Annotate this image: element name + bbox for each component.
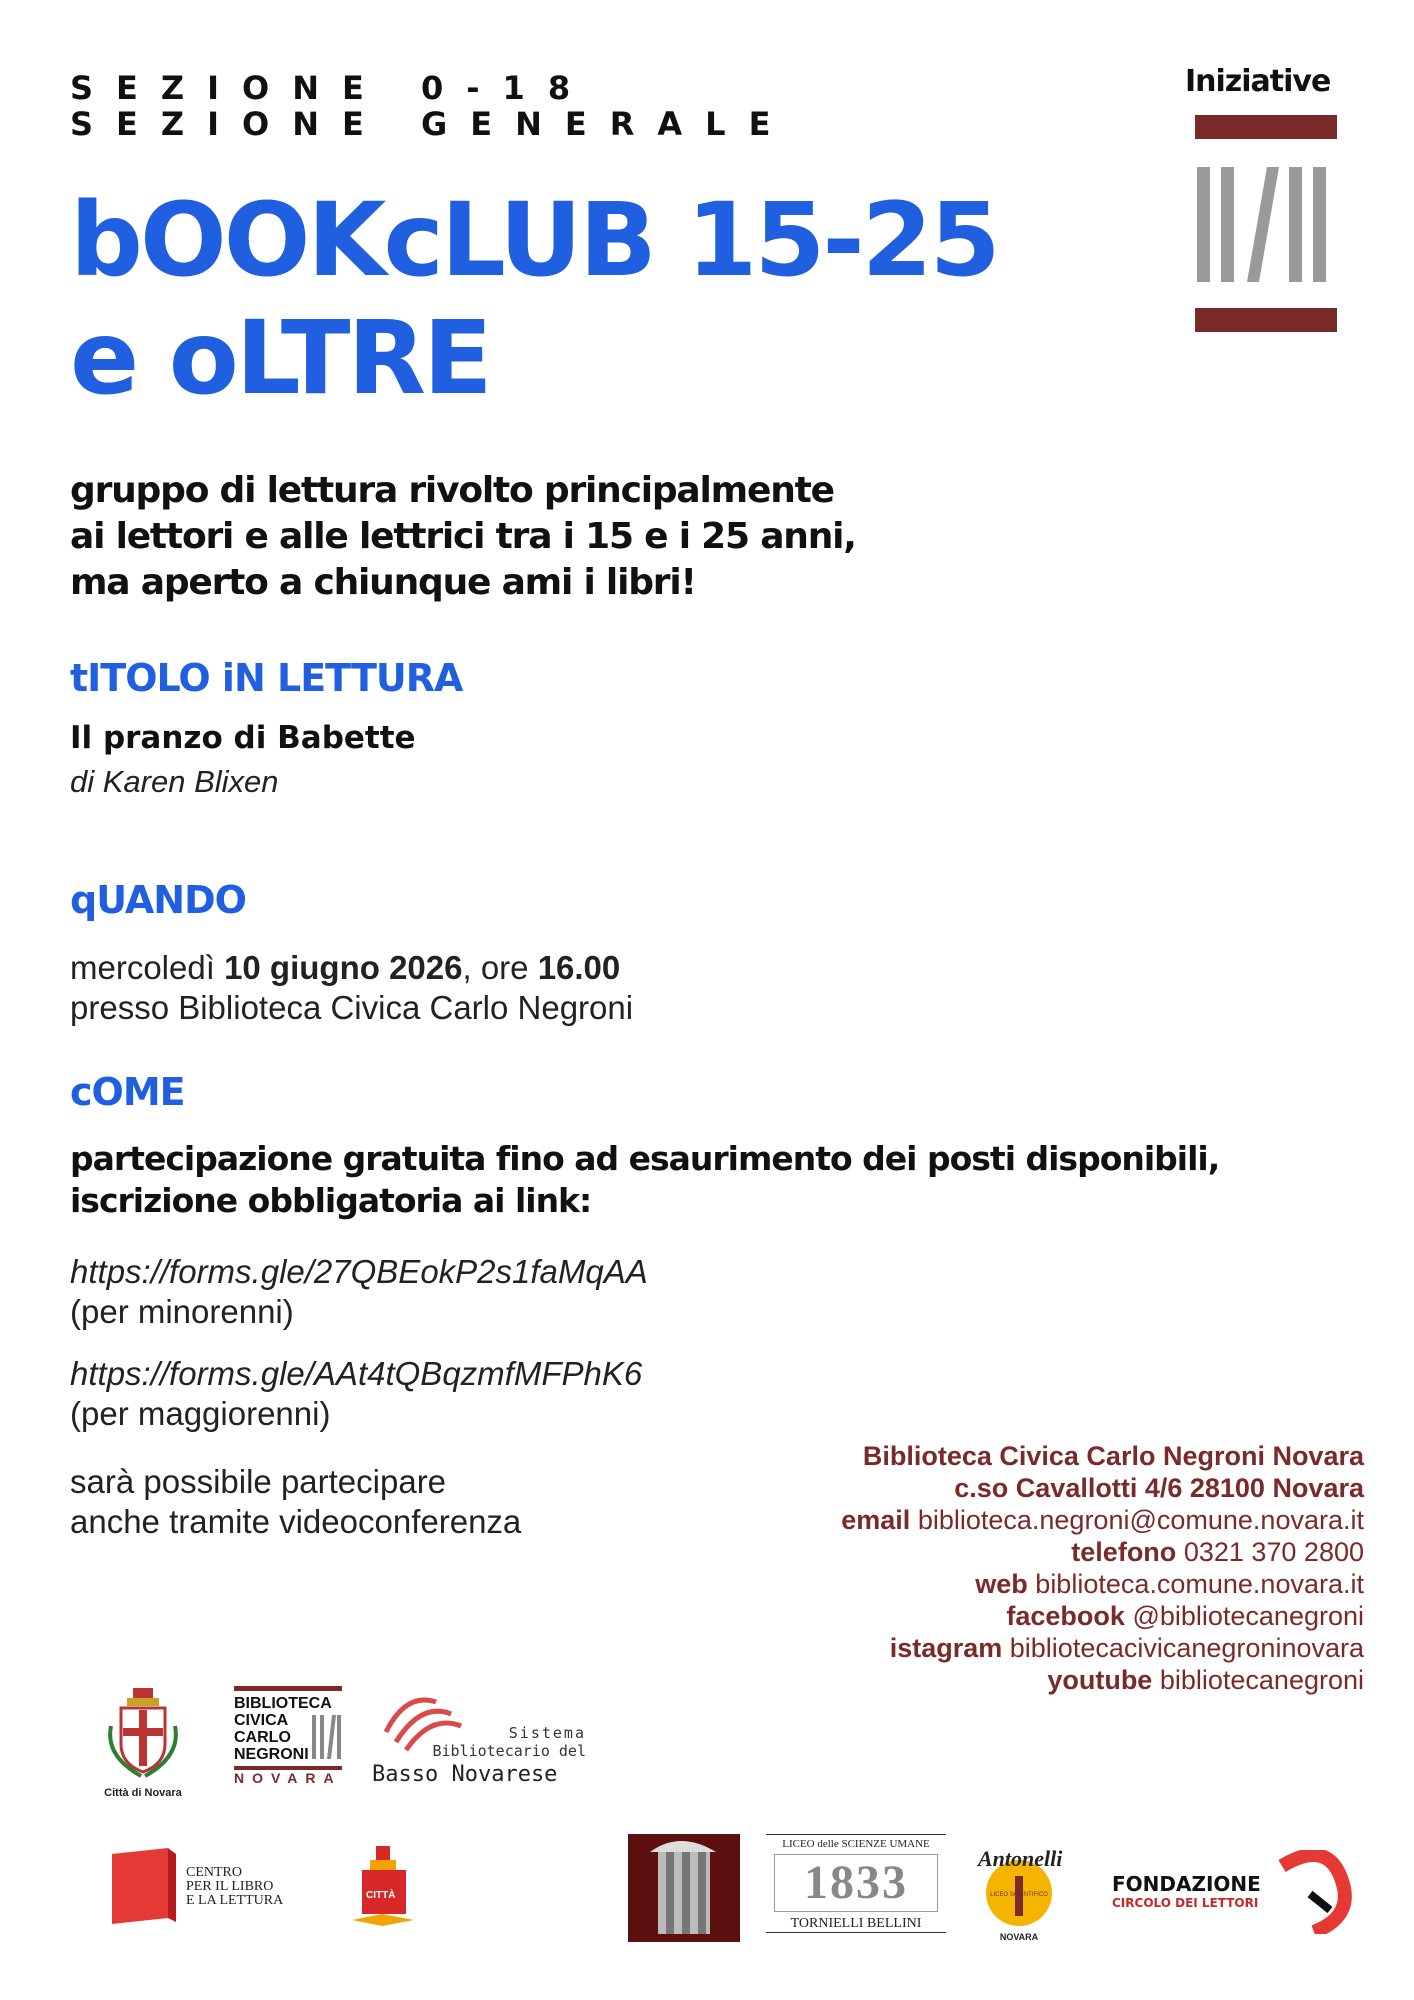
heading-come: cOME bbox=[70, 1070, 185, 1114]
instagram-link[interactable]: bibliotecacivicanegroninovara bbox=[1009, 1633, 1364, 1663]
event-title-line2: e oLTRE bbox=[70, 299, 490, 418]
circolo-arc-icon bbox=[1272, 1850, 1352, 1934]
library-address: c.so Cavallotti 4/6 28100 Novara bbox=[954, 1473, 1364, 1503]
logo-antonelli: Antonelli LICEO SCIENTIFICO NOVARA bbox=[978, 1846, 1063, 1942]
book-title: Il pranzo di Babette bbox=[70, 720, 416, 756]
heading-quando: qUANDO bbox=[70, 878, 246, 922]
heading-titolo: tITOLO iN LETTURA bbox=[70, 656, 463, 700]
registration-link-adults[interactable]: https://forms.gle/AAt4tQBqzmfMFPhK6 bbox=[70, 1355, 643, 1392]
section-label-0-18: SEZIONE 0-18 bbox=[70, 69, 594, 107]
city-reading-icon bbox=[348, 1846, 418, 1926]
link-block-adults bbox=[70, 1354, 642, 1434]
facebook-link[interactable]: @bibliotecanegroni bbox=[1132, 1601, 1364, 1631]
library-contacts: Biblioteca Civica Carlo Negroni Novara c.so Cavallotti 4/6 28100 Novara email biblioteca.negroni@comune.novara.it telefono 0321 370 2800 web biblioteca.comune.novara.it facebook @bibliotecanegroni istagram bibliotecacivicanegroninovara youtube bibliotecanegroni bbox=[841, 1441, 1364, 1695]
books-mini-icon bbox=[312, 1715, 342, 1759]
logo-sistema-bibliotecario: Sistema Bibliotecario del Basso Novarese bbox=[372, 1682, 592, 1792]
event-datetime: mercoledì 10 giugno 2026, ore 16.00 bbox=[70, 949, 621, 986]
section-label-general: SEZIONE GENERALE bbox=[70, 105, 794, 143]
logo-cepell: CENTRO PER IL LIBRO E LA LETTURA bbox=[108, 1848, 308, 1924]
phone-number[interactable]: 0321 370 2800 bbox=[1183, 1537, 1364, 1567]
logo-citta-che-legge: CITTÀ bbox=[348, 1846, 418, 1926]
logo-citta-novara: Città di Novara bbox=[98, 1686, 188, 1799]
cepell-book-icon bbox=[108, 1848, 178, 1924]
registration-link-minors[interactable]: https://forms.gle/27QBEokP2s1faMqAA bbox=[70, 1253, 648, 1290]
event-place: presso Biblioteca Civica Carlo Negroni bbox=[70, 989, 634, 1026]
web-link[interactable]: biblioteca.comune.novara.it bbox=[1035, 1569, 1364, 1599]
logo-biblioteca-negroni: BIBLIOTECA CIVICA CARLO NEGRONI NOVARA bbox=[234, 1686, 344, 1786]
event-date: 10 giugno 2026 bbox=[224, 949, 463, 986]
video-note: sarà possibile partecipare anche tramite videoconferenza bbox=[70, 1463, 522, 1540]
event-title-line1: bOOKcLUB 15-25 bbox=[70, 181, 998, 300]
book-author: di Karen Blixen bbox=[70, 764, 279, 799]
library-books-icon bbox=[1195, 115, 1337, 335]
logo-liceo-tornielli: LICEO delle SCIENZE UMANE 1833 TORNIELLI BELLINI bbox=[766, 1834, 946, 1938]
intro-text: gruppo di lettura rivolto principalmente ai lettori e alle lettrici tra i 15 e i 25 anni, ma aperto a chiunque ami i libri! bbox=[70, 470, 856, 603]
library-name: Biblioteca Civica Carlo Negroni Novara bbox=[862, 1441, 1364, 1471]
iniziative-label: Iniziative bbox=[1185, 64, 1331, 99]
link-note-minors: (per minorenni) bbox=[70, 1293, 294, 1330]
logo-column-dark-icon bbox=[628, 1834, 740, 1942]
link-note-adults: (per maggiorenni) bbox=[70, 1395, 331, 1432]
logo-fondazione-circolo: FONDAZIONE CIRCOLO DEI LETTORI bbox=[1112, 1850, 1352, 1934]
event-time: 16.00 bbox=[537, 949, 621, 986]
coat-of-arms-icon bbox=[103, 1686, 183, 1782]
registration-text: partecipazione gratuita fino ad esaurimento dei posti disponibili, iscrizione obbligatoria ai link: bbox=[70, 1139, 1220, 1220]
youtube-link[interactable]: bibliotecanegroni bbox=[1159, 1665, 1364, 1695]
link-block-minors bbox=[70, 1252, 648, 1332]
email-link[interactable]: biblioteca.negroni@comune.novara.it bbox=[917, 1505, 1364, 1535]
